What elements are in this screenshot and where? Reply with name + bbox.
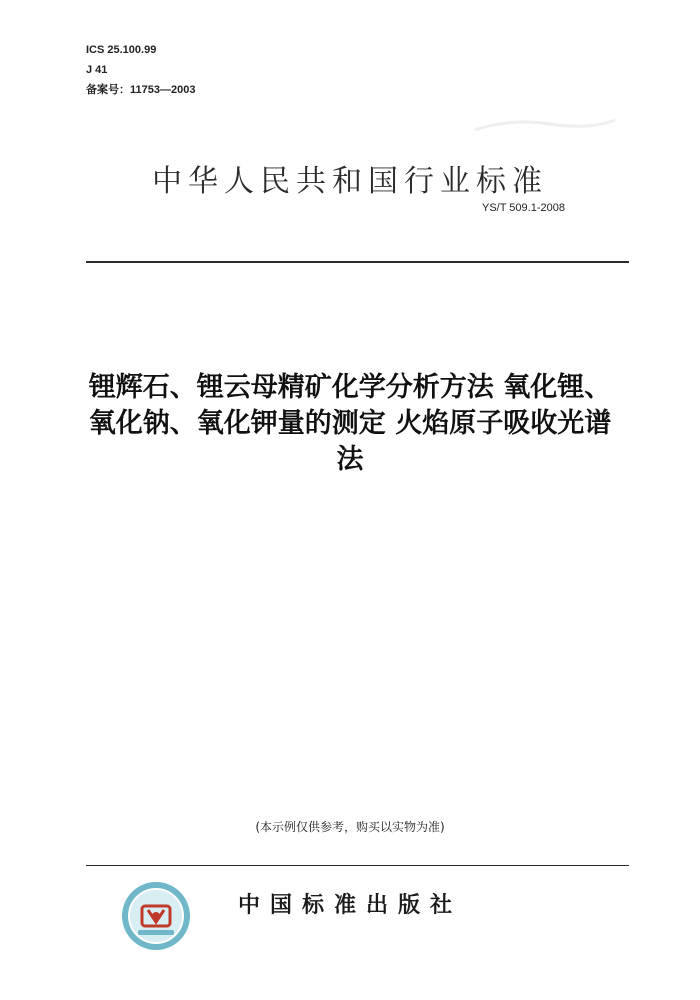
watermark-decoration xyxy=(470,110,620,140)
standard-code: YS/T 509.1-2008 xyxy=(482,202,565,214)
document-title xyxy=(40,370,660,478)
document-metadata xyxy=(86,40,195,100)
top-divider xyxy=(86,261,629,263)
bottom-divider xyxy=(86,865,629,866)
sample-notice: (本示例仅供参考，购买以实物为准) xyxy=(255,820,445,834)
title-line-3: 法 xyxy=(336,444,364,475)
title-line-2: 氧化钠、氧化钾量的测定 火焰原子吸收光谱 xyxy=(88,408,612,439)
classification-code: J 41 xyxy=(86,64,108,76)
ics-code: ICS 25.100.99 xyxy=(86,44,157,56)
publisher-seal-icon xyxy=(120,880,192,952)
standard-category-title: 中华人民共和国行业标准 xyxy=(152,164,548,199)
title-line-1: 锂辉石、锂云母精矿化学分析方法 氧化锂、 xyxy=(88,372,612,403)
publisher-name: 中国标准出版社 xyxy=(238,893,463,918)
record-number: 备案号：11753—2003 xyxy=(86,84,196,96)
